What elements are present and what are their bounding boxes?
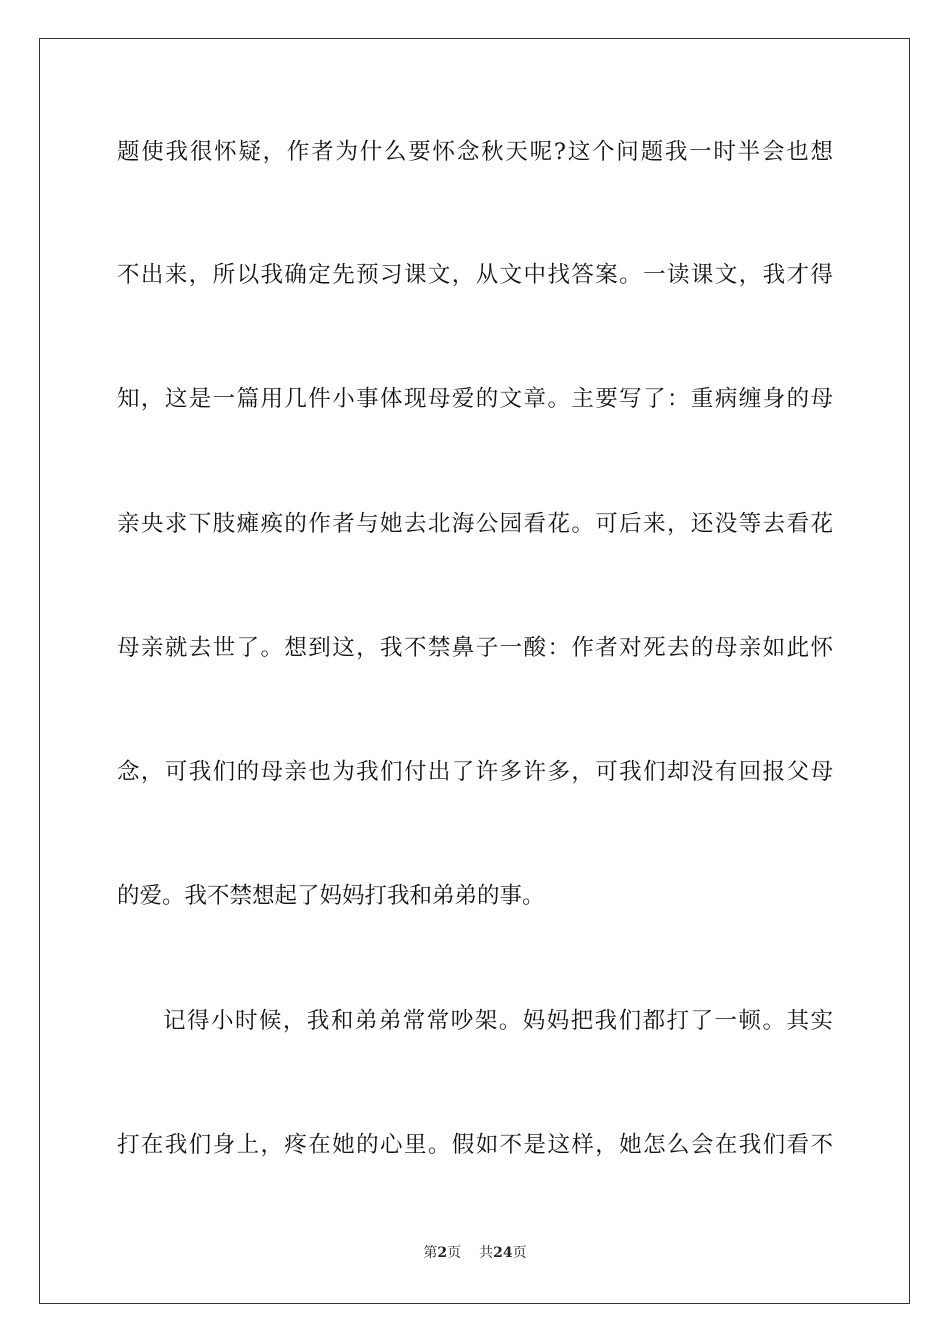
body-text-line-7: 的爱。我不禁想起了妈妈打我和弟弟的事。 (117, 883, 545, 909)
total-suffix: 页 (512, 1245, 527, 1261)
body-text-line-6: 念，可我们的母亲也为我们付出了许多许多，可我们却没有回报父母 (117, 759, 833, 785)
paragraph-start-line: 记得小时候，我和弟弟常常吵架。妈妈把我们都打了一顿。其实 (163, 1008, 833, 1034)
body-text-line-3: 知，这是一篇用几件小事体现母爱的文章。主要写了：重病缠身的母 (117, 386, 833, 412)
page-suffix: 页 (447, 1245, 462, 1261)
body-text-line-1: 题使我很怀疑，作者为什么要怀念秋天呢?这个问题我一时半会也想 (117, 139, 833, 165)
total-prefix: 共 (479, 1245, 494, 1261)
page-footer (0, 1243, 950, 1263)
total-pages: 24 (493, 1245, 513, 1261)
body-text-line-4: 亲央求下肢瘫痪的作者与她去北海公园看花。可后来，还没等去看花 (117, 511, 833, 537)
page-number: 2 (437, 1245, 448, 1261)
body-text-line-9: 打在我们身上，疼在她的心里。假如不是这样，她怎么会在我们看不 (117, 1132, 833, 1158)
body-text-line-5: 母亲就去世了。想到这，我不禁鼻子一酸：作者对死去的母亲如此怀 (117, 635, 833, 661)
body-text-line-2: 不出来，所以我确定先预习课文，从文中找答案。一读课文，我才得 (117, 262, 833, 288)
page-prefix: 第 (423, 1245, 438, 1261)
page-border (39, 38, 910, 1304)
